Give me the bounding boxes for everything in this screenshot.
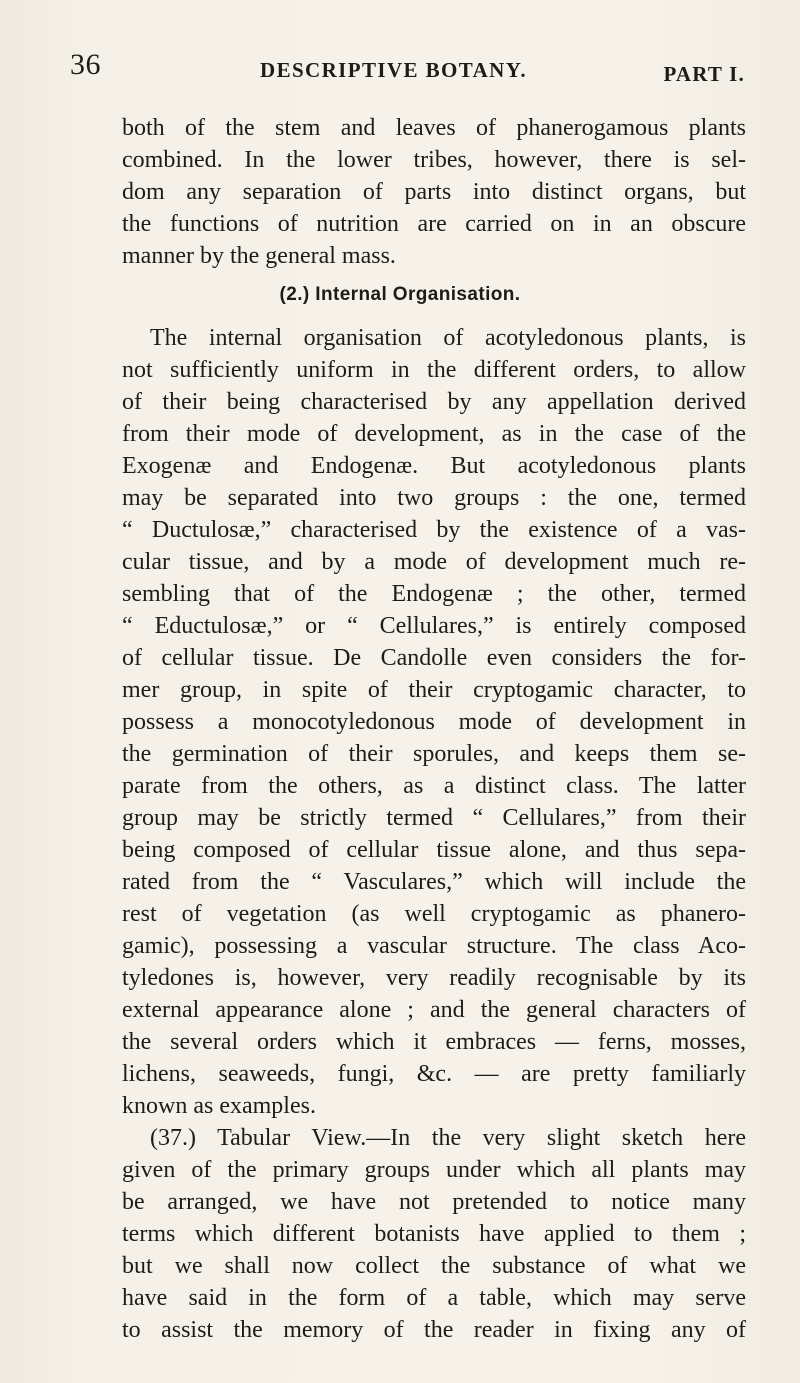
text-line: sembling that of the Endogenæ ; the other, termed [122,581,746,607]
text-line: “ Ductulosæ,” characterised by the existence of a vas- [122,517,746,543]
text-line: be arranged, we have not pretended to notice many [122,1189,746,1215]
text-line: of their being characterised by any appellation derived [122,389,746,415]
text-line: terms which different botanists have applied to them ; [122,1221,746,1247]
section-heading: (2.) Internal Organisation. [279,284,521,305]
text-line: manner by the general mass. [122,243,396,269]
text-line: both of the stem and leaves of phanerogamous plants [122,115,746,141]
text-line: being composed of cellular tissue alone, and thus sepa- [122,837,746,863]
text-line: have said in the form of a table, which may serve [122,1285,746,1311]
text-line: rest of vegetation (as well cryptogamic as phanero- [122,901,746,927]
text-line: rated from the “ Vasculares,” which will include the [122,869,746,895]
text-line: tyledones is, however, very readily recognisable by its [122,965,746,991]
text-line: to assist the memory of the reader in fixing any of [122,1317,746,1343]
text-line: Exogenæ and Endogenæ. But acotyledonous plants [122,453,746,479]
text-line: of cellular tissue. De Candolle even considers the for- [122,645,746,671]
text-line: may be separated into two groups : the one, termed [122,485,746,511]
page-number: 36 [70,48,101,81]
text-line: group may be strictly termed “ Cellulares,” from their [122,805,746,831]
page-header [70,48,745,88]
text-line: cular tissue, and by a mode of development much re- [122,549,746,575]
text-line: combined. In the lower tribes, however, there is sel- [122,147,746,173]
text-line: possess a monocotyledonous mode of development in [122,709,746,735]
text-line: not sufficiently uniform in the different orders, to allow [122,357,746,383]
part-label: PART I. [663,62,745,86]
text-line: the functions of nutrition are carried on in an obscure [122,211,746,237]
text-line: from their mode of development, as in the case of the [122,421,746,447]
text-line: the several orders which it embraces — ferns, mosses, [122,1029,746,1055]
text-line: dom any separation of parts into distinct organs, but [122,179,746,205]
text-line: (37.) Tabular View.—In the very slight sketch here [150,1125,746,1151]
text-line: but we shall now collect the substance of what we [122,1253,746,1279]
text-line: mer group, in spite of their cryptogamic character, to [122,677,746,703]
running-title: DESCRIPTIVE BOTANY. [260,58,527,82]
text-line: known as examples. [122,1093,316,1119]
text-line: lichens, seaweeds, fungi, &c. — are pretty familiarly [122,1061,746,1087]
text-line: gamic), possessing a vascular structure. The class Aco- [122,933,746,959]
text-line: parate from the others, as a distinct class. The latter [122,773,746,799]
text-line: the germination of their sporules, and keeps them se- [122,741,746,767]
text-line: The internal organisation of acotyledonous plants, is [150,325,746,351]
text-line: given of the primary groups under which all plants may [122,1157,746,1183]
text-line: “ Eductulosæ,” or “ Cellulares,” is entirely composed [122,613,746,639]
text-line: external appearance alone ; and the general characters of [122,997,746,1023]
